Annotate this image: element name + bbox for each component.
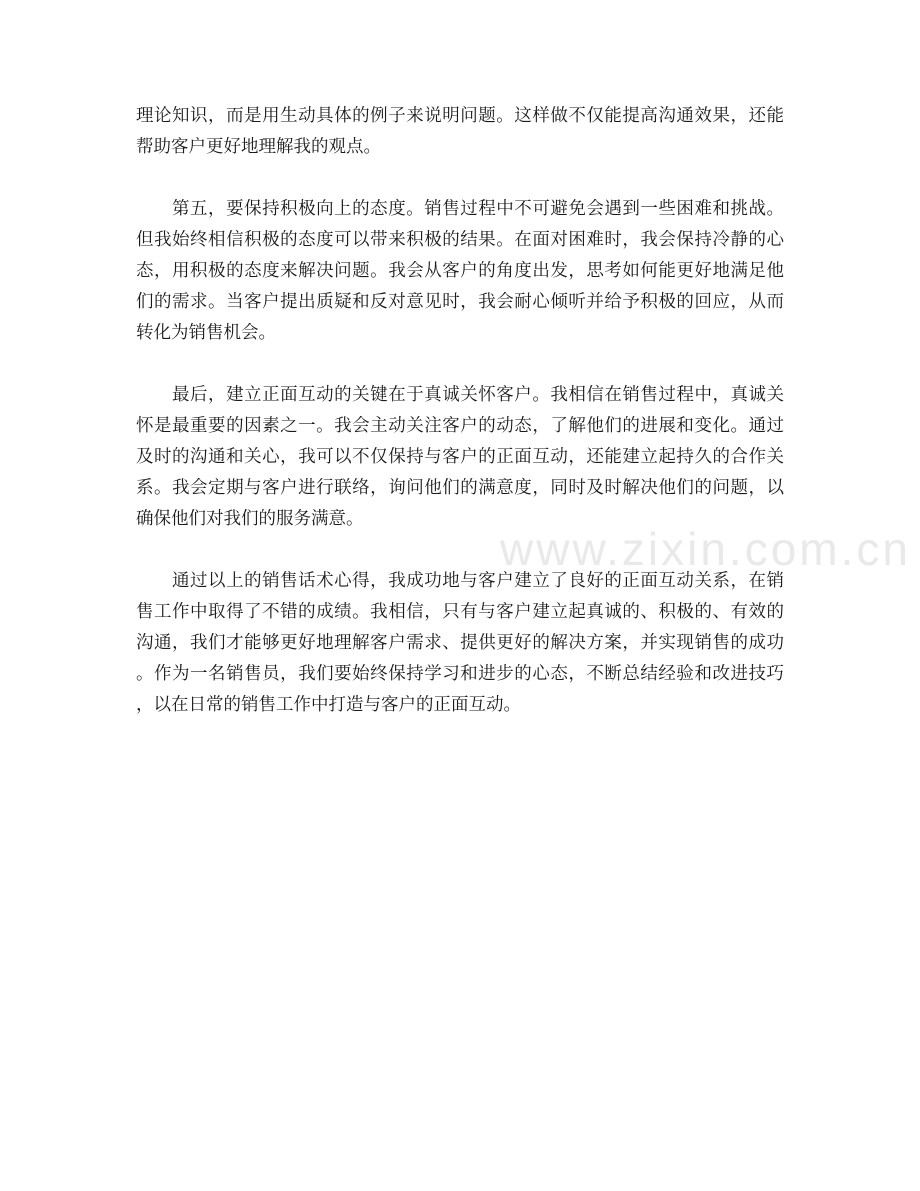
paragraph-2 (136, 194, 784, 349)
text-line: 最后，建立正面互动的关键在于真诚关怀客户。我相信在销售过程中，真诚关 (136, 385, 784, 405)
text-line: 。作为一名销售员，我们要始终保持学习和进步的心态，不断总结经验和改进技巧 (136, 664, 784, 684)
text-line: 沟通，我们才能够更好地理解客户需求、提供更好的解决方案，并实现销售的成功 (136, 633, 784, 653)
text-line: 及时的沟通和关心，我可以不仅保持与客户的正面互动，还能建立起持久的合作关 (136, 447, 784, 467)
text-line: 确保他们对我们的服务满意。 (136, 509, 364, 529)
text-line: 但我始终相信积极的态度可以带来积极的结果。在面对困难时，我会保持冷静的心 (136, 230, 784, 250)
paragraph-1 (136, 101, 784, 163)
text-line: 系。我会定期与客户进行联络，询问他们的满意度，同时及时解决他们的问题，以 (136, 478, 784, 498)
text-line: ，以在日常的销售工作中打造与客户的正面互动。 (136, 695, 521, 715)
text-line: 通过以上的销售话术心得，我成功地与客户建立了良好的正面互动关系，在销 (136, 571, 784, 591)
text-line: 第五，要保持积极向上的态度。销售过程中不可避免会遇到一些困难和挑战。 (136, 199, 784, 219)
text-line: 售工作中取得了不错的成绩。我相信，只有与客户建立起真诚的、积极的、有效的 (136, 602, 784, 622)
document-body (136, 101, 784, 752)
paragraph-4 (136, 566, 784, 721)
text-line: 帮助客户更好地理解我的观点。 (136, 137, 381, 157)
text-line: 转化为销售机会。 (136, 323, 276, 343)
text-line: 怀是最重要的因素之一。我会主动关注客户的动态，了解他们的进展和变化。通过 (136, 416, 784, 436)
paragraph-3 (136, 380, 784, 535)
text-line: 们的需求。当客户提出质疑和反对意见时，我会耐心倾听并给予积极的回应，从而 (136, 292, 784, 312)
text-line: 理论知识，而是用生动具体的例子来说明问题。这样做不仅能提高沟通效果，还能 (136, 106, 784, 126)
text-line: 态，用积极的态度来解决问题。我会从客户的角度出发，思考如何能更好地满足他 (136, 261, 784, 281)
watermark: www.zixin.com.cn (500, 523, 911, 575)
